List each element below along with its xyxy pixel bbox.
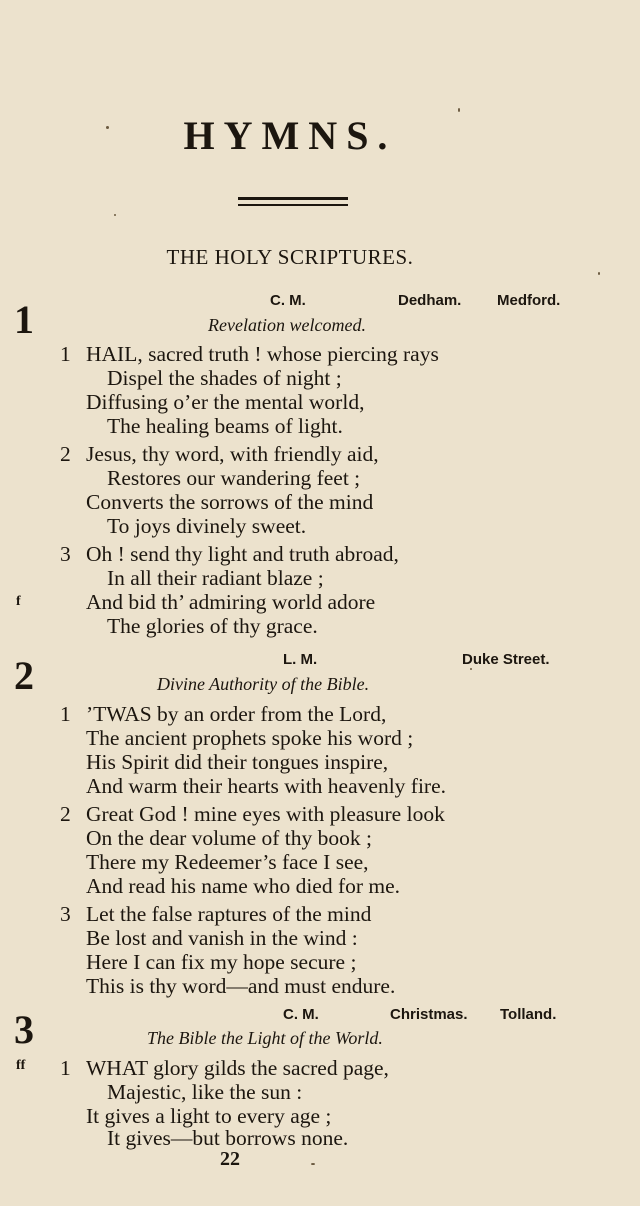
tune-name: Medford. bbox=[497, 292, 561, 309]
page-number: 22 bbox=[220, 1148, 240, 1170]
verse-number: 3 bbox=[60, 542, 71, 566]
verse-line: WHAT glory gilds the sacred page, bbox=[86, 1056, 389, 1080]
verse-line: And warm their hearts with heavenly fire. bbox=[86, 774, 446, 798]
verse-number: 3 bbox=[60, 902, 71, 926]
hymn-meter: L. M. bbox=[283, 651, 318, 668]
verse-line: Majestic, like the sun : bbox=[107, 1080, 303, 1104]
tune-name: Christmas. bbox=[390, 1006, 468, 1023]
verse-line: Dispel the shades of night ; bbox=[107, 366, 342, 390]
verse-line: Diffusing o’er the mental world, bbox=[86, 390, 365, 414]
paper-speck bbox=[114, 214, 116, 216]
verse-line: Great God ! mine eyes with pleasure look bbox=[86, 802, 445, 826]
hymn-subtitle: Divine Authority of the Bible. bbox=[157, 674, 370, 694]
verse-line: There my Redeemer’s face I see, bbox=[86, 850, 369, 874]
verse-number: 1 bbox=[60, 702, 71, 726]
verse-line: On the dear volume of thy book ; bbox=[86, 826, 373, 850]
verse-line: In all their radiant blaze ; bbox=[107, 566, 324, 590]
verse-number: 1 bbox=[60, 1056, 71, 1080]
verse-line: To joys divinely sweet. bbox=[107, 514, 307, 538]
verse-line: Oh ! send thy light and truth abroad, bbox=[86, 542, 399, 566]
verse-line: The healing beams of light. bbox=[107, 414, 343, 438]
verse-line: ’TWAS by an order from the Lord, bbox=[86, 702, 387, 726]
dynamic-mark-double-forte: ff bbox=[16, 1058, 26, 1073]
verse-line: Converts the sorrows of the mind bbox=[86, 490, 374, 514]
verse-number: 2 bbox=[60, 802, 71, 826]
hymn-meter: C. M. bbox=[270, 292, 306, 309]
verse-line: Be lost and vanish in the wind : bbox=[86, 926, 358, 950]
page-title: HYMNS. bbox=[183, 113, 397, 158]
hymn-subtitle: The Bible the Light of the World. bbox=[147, 1028, 383, 1048]
tune-name: Duke Street. bbox=[462, 651, 550, 668]
paper-speck bbox=[598, 272, 600, 275]
verse-line: Here I can fix my hope secure ; bbox=[86, 950, 357, 974]
verse-number: 2 bbox=[60, 442, 71, 466]
verse-line: The glories of thy grace. bbox=[107, 614, 318, 638]
hymn-subtitle: Revelation welcomed. bbox=[208, 315, 366, 335]
hymn-number: 2 bbox=[14, 653, 34, 698]
paper-speck bbox=[106, 126, 109, 129]
verse-line: It gives a light to every age ; bbox=[86, 1104, 332, 1128]
paper-speck bbox=[311, 1163, 315, 1165]
paper-speck bbox=[458, 108, 460, 112]
title-rule-thin bbox=[238, 204, 348, 206]
verse-line: It gives—but borrows none. bbox=[107, 1126, 349, 1150]
hymn-number: 1 bbox=[14, 297, 34, 342]
hymn-number: 3 bbox=[14, 1007, 34, 1052]
verse-line: Let the false raptures of the mind bbox=[86, 902, 372, 926]
dynamic-mark-forte: f bbox=[16, 594, 21, 609]
verse-line: Jesus, thy word, with friendly aid, bbox=[86, 442, 379, 466]
section-title: THE HOLY SCRIPTURES. bbox=[166, 245, 414, 269]
tune-name: Tolland. bbox=[500, 1006, 557, 1023]
verse-line: And bid th’ admiring world adore bbox=[86, 590, 376, 614]
verse-line: And read his name who died for me. bbox=[86, 874, 401, 898]
verse-line: This is thy word—and must endure. bbox=[86, 974, 396, 998]
paper-speck bbox=[470, 668, 472, 670]
verse-number: 1 bbox=[60, 342, 71, 366]
verse-line: His Spirit did their tongues inspire, bbox=[86, 750, 389, 774]
tune-name: Dedham. bbox=[398, 292, 462, 309]
title-rule-thick bbox=[238, 197, 348, 200]
verse-line: HAIL, sacred truth ! whose piercing rays bbox=[86, 342, 439, 366]
verse-line: Restores our wandering feet ; bbox=[107, 466, 361, 490]
verse-line: The ancient prophets spoke his word ; bbox=[86, 726, 414, 750]
hymn-meter: C. M. bbox=[283, 1006, 319, 1023]
